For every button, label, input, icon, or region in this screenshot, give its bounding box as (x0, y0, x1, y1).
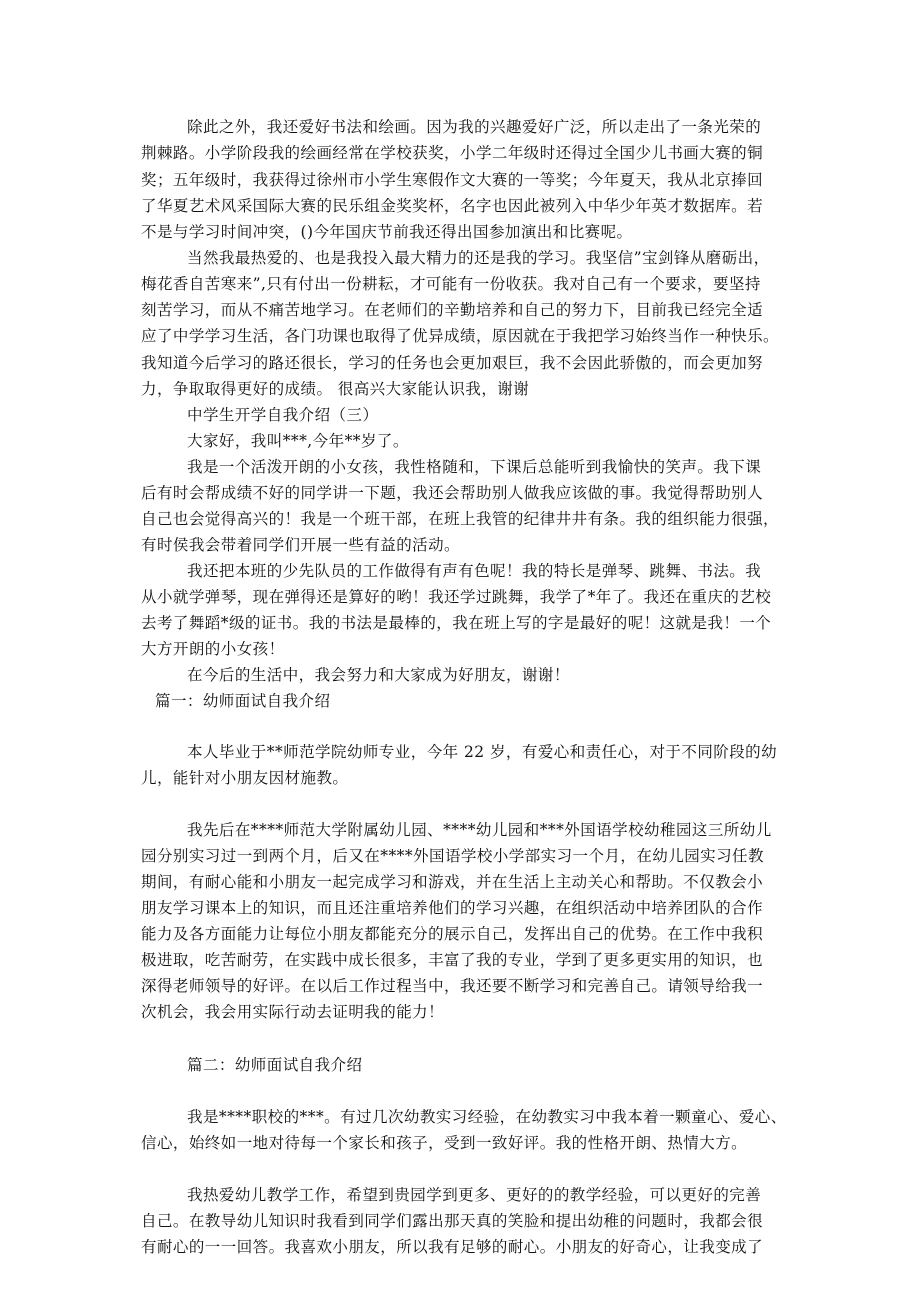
text-line: 朋友学习课本上的知识，而且还注重培养他们的学习兴趣，在组织活动中培养团队的合作 (141, 899, 764, 917)
text-line: 有时侯我会带着同学们开展一些有益的活动。 (141, 536, 461, 554)
text-line: 有耐心的一一回答。我喜欢小朋友，所以我有足够的耐心。小朋友的好奇心，让我变成了 (141, 1238, 764, 1256)
text-line: 奖；五年级时，我获得过徐州市小学生寒假作文大赛的一等奖；今年夏天，我从北京捧回 (141, 171, 764, 189)
text-line: 应了中学学习生活，各门功课也取得了优异成绩，原因就在于我把学习始终当作一种快乐。 (141, 327, 780, 345)
text-line: 我是一个活泼开朗的小女孩，我性格随和，下课后总能听到我愉快的笑声。我下课 (187, 458, 762, 476)
text-line: 园分别实习过一到两个月，后又在****外国语学校小学部实习一个月，在幼儿园实习任教 (141, 847, 764, 865)
text-line: 刻苦学习，而从不痛苦地学习。在老师们的辛勤培养和自己的努力下，目前我已经完全适 (141, 301, 764, 319)
text-line: 大方开朗的小女孩！ (141, 640, 285, 658)
text-line: 力，争取取得更好的成绩。 很高兴大家能认识我，谢谢 (141, 380, 530, 398)
text-line: 后有时会帮成绩不好的同学讲一下题，我还会帮助别人做我应该做的事。我觉得帮助别人 (141, 484, 764, 502)
text-line: 我是****职校的***。有过几次幼教实习经验，在幼教实习中我本着一颗童心、爱心、 (187, 1108, 787, 1126)
text-line: 了华夏艺术风采国际大赛的民乐组金奖奖杯，名字也因此被列入中华少年英才数据库。若 (141, 197, 764, 215)
section-heading: 篇一：幼师面试自我介绍 (155, 692, 331, 710)
text-line: 儿，能针对小朋友因材施教。 (141, 769, 349, 787)
text-line: 除此之外，我还爱好书法和绘画。因为我的兴趣爱好广泛，所以走出了一条光荣的 (187, 118, 762, 136)
section-heading: 篇二：幼师面试自我介绍 (187, 1056, 363, 1074)
text-line: 信心，始终如一地对待每一个家长和孩子，受到一致好评。我的性格开朗、热情大方。 (141, 1134, 748, 1152)
text-line: 大家好，我叫***,今年**岁了。 (187, 432, 409, 450)
section-heading: 中学生开学自我介绍（三） (187, 406, 379, 424)
text-line: 荆棘路。小学阶段我的绘画经常在学校获奖，小学二年级时还得过全国少儿书画大赛的铜 (141, 144, 764, 162)
text-line: 去考了舞蹈*级的证书。我的书法是最棒的，我在班上写的字是最好的呢！这就是我！一个 (141, 614, 772, 632)
text-line: 能力及各方面能力让每位小朋友都能充分的展示自己，发挥出自己的优势。在工作中我积 (141, 925, 764, 943)
text-line: 我还把本班的少先队员的工作做得有声有色呢！我的特长是弹琴、跳舞、书法。我 (187, 562, 762, 580)
text-line: 本人毕业于**师范学院幼师专业，今年 22 岁，有爱心和责任心，对于不同阶段的幼 (187, 743, 778, 761)
text-line: 在今后的生活中，我会努力和大家成为好朋友，谢谢！ (187, 666, 570, 684)
text-line: 自己也会觉得高兴的！我是一个班干部，在班上我管的纪律井井有条。我的组织能力很强， (141, 510, 780, 528)
text-line: 我先后在****师范大学附属幼儿园、****幼儿园和***外国语学校幼稚园这三所幼儿 (187, 821, 772, 839)
text-line: 深得老师领导的好评。在以后工作过程当中，我还要不断学习和完善自己。请领导给我一 (141, 977, 764, 995)
text-line: 不是与学习时间冲突，()今年国庆节前我还得出国参加演出和比赛呢。 (141, 223, 633, 241)
text-line: 极进取，吃苦耐劳，在实践中成长很多，丰富了我的专业，学到了更多更实用的知识，也 (141, 951, 764, 969)
text-line: 从小就学弹琴，现在弹得还是算好的哟！我还学过跳舞，我学了*年了。我还在重庆的艺校 (141, 588, 772, 606)
text-line: 当然我最热爱的、也是我投入最大精力的还是我的学习。我坚信”宝剑锋从磨砺出， (187, 249, 770, 267)
text-line: 我热爱幼儿教学工作，希望到贵园学到更多、更好的的教学经验，可以更好的完善 (187, 1186, 762, 1204)
text-line: 梅花香自苦寒来”,只有付出一份耕耘，才可能有一份收获。我对自己有一个要求，要坚持 (141, 275, 761, 293)
text-line: 期间，有耐心能和小朋友一起完成学习和游戏，并在生活上主动关心和帮助。不仅教会小 (141, 873, 764, 891)
text-line: 次机会，我会用实际行动去证明我的能力！ (141, 1003, 445, 1021)
text-line: 自己。在教导幼儿知识时我看到同学们露出那天真的笑脸和提出幼稚的问题时，我都会很 (141, 1212, 764, 1230)
text-line: 我知道今后学习的路还很长，学习的任务也会更加艰巨，我不会因此骄傲的，而会更加努 (141, 354, 764, 372)
